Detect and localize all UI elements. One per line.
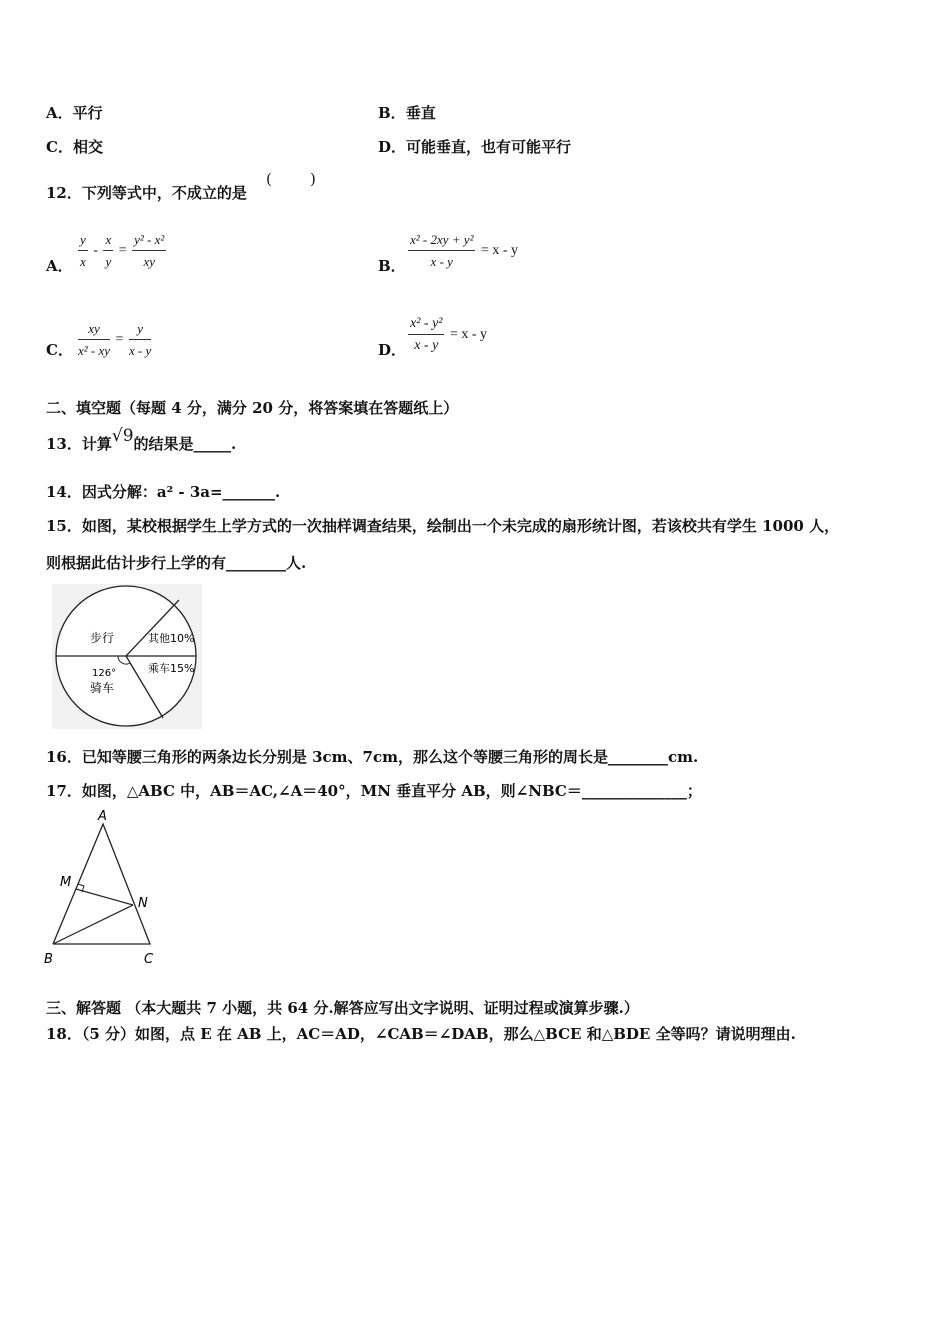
point-m: M bbox=[60, 875, 72, 890]
q13: 13．计算√9的结果是_____. bbox=[46, 426, 237, 453]
q17: 17．如图，△ABC 中，AB＝AC,∠A＝40°，MN 垂直平分 AB，则∠NBC＝______________； bbox=[46, 782, 702, 800]
q11-option-b: B．垂直 bbox=[378, 104, 436, 122]
q15-line1: 15．如图，某校根据学生上学方式的一次抽样调查结果，绘制出一个未完成的扇形统计图，若该校共有学生 1000 人， bbox=[46, 517, 840, 535]
q14: 14．因式分解：a² - 3a=_______. bbox=[46, 483, 281, 501]
q12-stem: 12．下列等式中，不成立的是 bbox=[46, 184, 247, 202]
q15-line2: 则根据此估计步行上学的有________人. bbox=[46, 554, 307, 572]
segment-bn bbox=[53, 905, 133, 944]
q11-option-d: D．可能垂直，也有可能平行 bbox=[378, 138, 572, 156]
sqrt-9: √9 bbox=[111, 426, 134, 446]
triangle-figure bbox=[40, 806, 170, 968]
pie-chart-figure bbox=[52, 584, 202, 729]
vertex-c: C bbox=[144, 952, 154, 967]
q12-option-b-expr: $\frac{\text{x² - 2xy + y²}}{x - y}$ = x - y bbox=[410, 232, 519, 269]
q12-option-d-expr: $\frac{\text{x² - y²}}{x - y}$ = x - y bbox=[410, 316, 488, 353]
q12-option-c-letter: C． bbox=[46, 341, 73, 359]
section2-heading: 二、填空题（每题 4 分，满分 20 分，将答案填在答题纸上） bbox=[46, 399, 459, 417]
segment-mn bbox=[76, 889, 133, 905]
q12-option-d-letter: D． bbox=[378, 341, 407, 359]
section3-heading: 三、解答题 （本大题共 7 小题，共 64 分.解答应写出文字说明、证明过程或演算步骤.） bbox=[46, 999, 639, 1017]
q12-answer-paren: ( ) bbox=[266, 170, 316, 188]
point-n: N bbox=[138, 896, 148, 911]
vertex-a: A bbox=[98, 809, 107, 824]
q12-option-b-letter: B． bbox=[378, 257, 406, 275]
q12-option-a-letter: A． bbox=[46, 257, 73, 275]
q16: 16．已知等腰三角形的两条边长分别是 3cm、7cm，那么这个等腰三角形的周长是________cm. bbox=[46, 748, 699, 766]
pie-label-bus: 乘车15% bbox=[148, 662, 195, 675]
pie-label-angle: 126° bbox=[92, 668, 117, 679]
vertex-b: B bbox=[44, 952, 53, 967]
q12-option-c-expr: $\frac{xy}{\text{x² - xy}}$ = $\frac{y}{x - y}$ bbox=[78, 321, 152, 358]
pie-label-bike: 骑车 bbox=[90, 681, 115, 695]
q11-option-a: A．平行 bbox=[46, 104, 103, 122]
q11-option-c: C．相交 bbox=[46, 138, 103, 156]
q18: 18．（5 分）如图，点 E 在 AB 上，AC＝AD，∠CAB＝∠DAB，那么△BCE 和△BDE 全等吗？请说明理由. bbox=[46, 1025, 796, 1043]
pie-label-walk: 步行 bbox=[90, 631, 115, 645]
q12-option-a-expr: $\frac{y}{x}$ - $\frac{x}{y}$ = $\frac{\text{y² - x²}}{xy}$ bbox=[80, 232, 165, 269]
pie-label-other: 其他10% bbox=[148, 632, 195, 645]
